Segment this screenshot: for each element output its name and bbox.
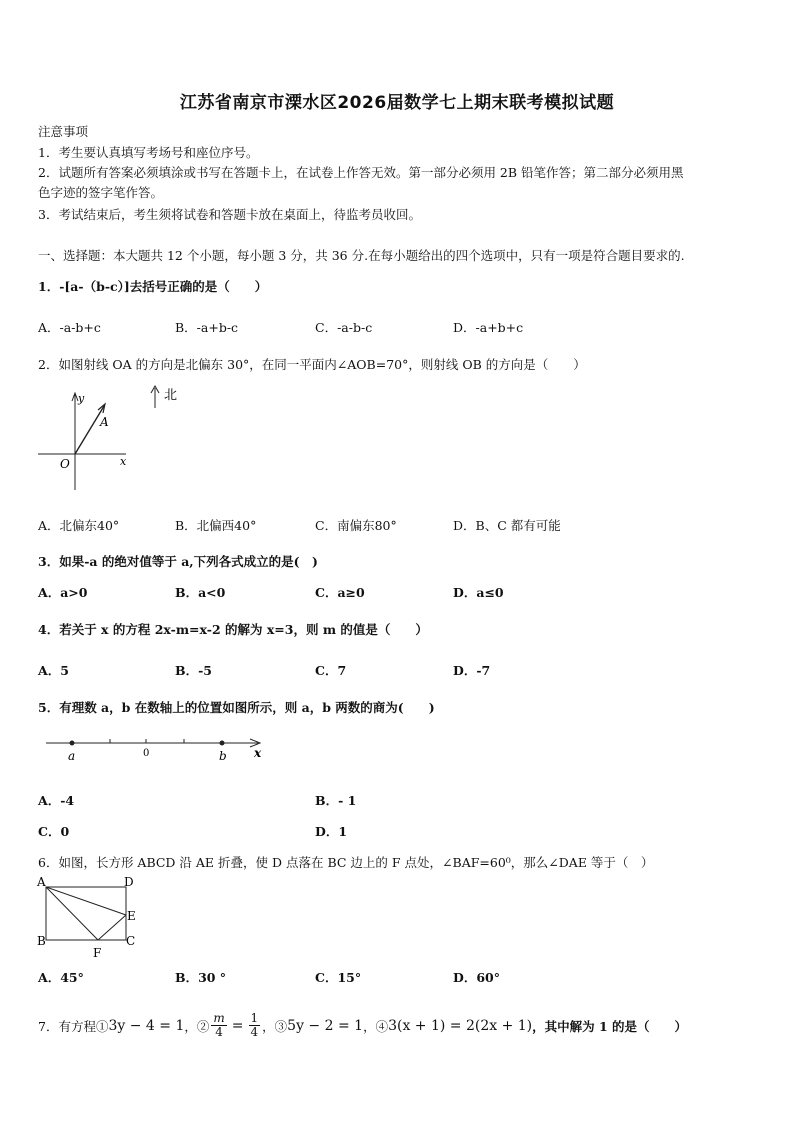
question-7-stem [38, 1012, 687, 1039]
q4-option-b: B．-5 [175, 663, 212, 678]
q7-frac-right-num: 1 [250, 1011, 259, 1025]
page-title: 江苏省南京市溧水区2026届数学七上期末联考模拟试题 [179, 93, 615, 113]
q6-option-d: D．60° [453, 970, 500, 985]
q4-option-c: C．7 [315, 663, 347, 678]
q7-equation-1: 3y − 4 = 1 [108, 1017, 185, 1034]
point-a-label: a [68, 749, 76, 763]
x-label: x [254, 746, 262, 760]
y-label: y [78, 392, 85, 405]
q3-option-c: C．a≥0 [315, 585, 365, 600]
q7-equation-4: 3(x + 1) = 2(2x + 1) [388, 1017, 533, 1034]
point-b-label: b [219, 749, 227, 763]
q7-equals-sign: = [231, 1017, 244, 1034]
q2-option-b: B．北偏西40° [175, 518, 257, 533]
q4-option-a: A．5 [38, 663, 69, 678]
q6-rectangle-figure [34, 872, 144, 960]
q1-option-c: C．-a-b-c [315, 320, 373, 335]
q7-sep-4: ，④ [363, 1018, 389, 1034]
q3-option-a: A．a>0 [38, 585, 88, 600]
q7-frac-right-den: 4 [250, 1025, 259, 1039]
notice-item-2: 2．试题所有答案必须填涂或书写在答题卡上，在试卷上作答无效。第一部分必须用 2B 铅笔作答；第二部分必须用黑 [38, 165, 684, 180]
point-a-dot [70, 741, 75, 746]
q7-lead: 7．有方程① [38, 1018, 109, 1034]
section-heading: 一、选择题：本大题共 12 个小题，每小题 3 分，共 36 分.在每小题给出的四个选项中，只有一项是符合题目要求的. [38, 248, 685, 263]
fold-line-ae [46, 887, 126, 915]
notice-item-2-cont: 色字迹的签字笔作答。 [38, 185, 164, 200]
x-label: x [120, 455, 127, 468]
q5-option-a: A．-4 [38, 793, 75, 808]
point-f-label: F [93, 946, 102, 960]
point-e-label: E [127, 909, 136, 923]
q5-number-line [40, 730, 280, 770]
q3-option-b: B．a<0 [175, 585, 226, 600]
q6-option-a: A．45° [38, 970, 84, 985]
vertex-c-label: C [126, 934, 136, 948]
question-6-stem: 6．如图，长方形 ABCD 沿 AE 折叠，使 D 点落在 BC 边上的 F 点处，∠BAF=60⁰，那么∠DAE 等于（ ） [38, 855, 654, 870]
q2-option-a: A．北偏东40° [38, 518, 120, 533]
q6-option-c: C．15° [315, 970, 362, 985]
vertex-b-label: B [37, 934, 46, 948]
point-a-label: A [100, 415, 109, 429]
q5-option-c: C．0 [38, 824, 70, 839]
zero-label: 0 [143, 748, 150, 759]
q7-fraction-right [249, 1012, 261, 1039]
origin-label: O [60, 457, 70, 471]
q2-option-c: C．南偏东80° [315, 518, 397, 533]
q1-option-d: D．-a+b+c [453, 320, 524, 335]
q3-option-d: D．a≤0 [453, 585, 504, 600]
question-3-stem: 3．如果-a 的绝对值等于 a,下列各式成立的是( ) [38, 554, 318, 569]
notice-item-3: 3．考试结束后，考生须将试卷和答题卡放在桌面上，待监考员收回。 [38, 207, 421, 222]
point-b-dot [220, 741, 225, 746]
question-2-stem: 2．如图射线 OA 的方向是北偏东 30°，在同一平面内∠AOB=70°，则射线 OB 的方向是（ ） [38, 357, 586, 372]
ray-oa-arrow [98, 404, 105, 413]
vertex-a-label: A [37, 875, 46, 889]
question-4-stem: 4．若关于 x 的方程 2x-m=x-2 的解为 x=3，则 m 的值是（ ） [38, 622, 428, 637]
q7-frac-left-den: 4 [215, 1025, 223, 1039]
q1-option-b: B．-a+b-c [175, 320, 239, 335]
question-1-stem: 1．-[a-（b-c）]去括号正确的是（ ） [38, 279, 268, 294]
notice-heading: 注意事项 [38, 124, 89, 139]
segment-fe [98, 915, 126, 940]
ray-oa [75, 406, 104, 454]
north-label: 北 [164, 388, 178, 403]
q2-option-d: D．B、C 都有可能 [453, 518, 561, 533]
q2-compass-figure [30, 380, 200, 500]
q7-fraction-left [211, 1012, 226, 1039]
q4-option-d: D．-7 [453, 663, 491, 678]
q7-tail: ，其中解为 1 的是（ ） [532, 1018, 688, 1034]
q1-option-a: A．-a-b+c [38, 320, 101, 335]
q7-equation-3: 5y − 2 = 1 [287, 1017, 364, 1034]
rectangle-abcd [46, 887, 126, 940]
q7-sep-3: ，③ [262, 1018, 288, 1034]
q7-sep-2: ，② [184, 1018, 210, 1034]
question-5-stem: 5．有理数 a，b 在数轴上的位置如图所示，则 a，b 两数的商为( ) [38, 700, 435, 715]
q6-option-b: B．30 ° [175, 970, 227, 985]
q5-option-b: B．- 1 [315, 793, 357, 808]
vertex-d-label: D [124, 875, 134, 889]
notice-item-1: 1．考生要认真填写考场号和座位序号。 [38, 145, 259, 160]
segment-af [46, 887, 98, 940]
q5-option-d: D．1 [315, 824, 348, 839]
q7-frac-left-num: m [213, 1011, 225, 1025]
